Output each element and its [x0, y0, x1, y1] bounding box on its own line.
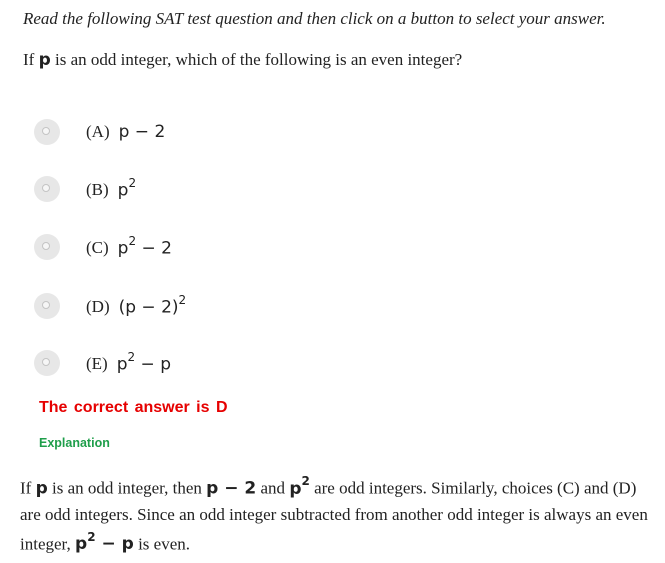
choice-expression	[116, 349, 171, 375]
choice-expression	[117, 233, 172, 259]
expr-base: p	[289, 478, 302, 499]
expr-base: p	[117, 238, 129, 259]
choice-letter: (D)	[86, 297, 110, 317]
choice-expression	[118, 292, 187, 318]
expr-base: p	[75, 534, 88, 555]
explanation-part: is an odd integer, then	[52, 478, 202, 498]
choice-d-label[interactable]	[86, 292, 187, 318]
correct-answer-text: The correct answer is D	[39, 399, 228, 416]
radio-button-e[interactable]	[34, 350, 60, 376]
expr-rest: − 2	[136, 238, 172, 259]
choice-a-label[interactable]	[86, 122, 165, 142]
choice-b[interactable]	[34, 175, 136, 203]
question-variable: p	[38, 50, 51, 70]
expr-rest: − p	[135, 354, 171, 375]
explanation-part: are odd integers. Similarly, choices (C) and (D) are odd integers. Since an odd integer subtracted from another odd integer is always an even integer,	[20, 478, 648, 554]
question-prefix: If	[23, 50, 35, 69]
explanation-part: and	[260, 478, 286, 498]
explanation-math	[289, 474, 310, 499]
expr-rest: − p	[95, 534, 134, 555]
choice-expression	[117, 175, 137, 201]
choice-c[interactable]	[34, 233, 172, 261]
choice-letter: (A)	[86, 122, 110, 141]
choice-expression	[119, 122, 166, 142]
expr-base: p	[118, 122, 130, 142]
choice-d[interactable]	[34, 292, 186, 320]
choice-letter: (E)	[86, 354, 108, 374]
expr-exponent: 2	[127, 349, 136, 364]
expr-exponent: 2	[87, 529, 96, 544]
radio-button-b[interactable]	[34, 176, 60, 202]
question-text	[23, 50, 462, 70]
expr-rest: − 2	[129, 122, 166, 142]
question-suffix: is an odd integer, which of the following is an even integer?	[55, 50, 463, 69]
choice-c-label[interactable]	[86, 233, 172, 259]
explanation-part: is even.	[138, 534, 190, 554]
expr-base: (p − 2)	[118, 297, 179, 318]
explanation-label: Explanation	[39, 436, 110, 450]
instructions-text: Read the following SAT test question and then click on a button to select your answer.	[23, 9, 606, 28]
explanation-text	[20, 471, 660, 557]
expr-exponent: 2	[128, 233, 137, 248]
expr-exponent: 2	[301, 474, 310, 488]
radio-button-c[interactable]	[34, 234, 60, 260]
choice-b-label[interactable]	[86, 175, 137, 201]
expr-base: p	[116, 354, 128, 375]
radio-button-d[interactable]	[34, 293, 60, 319]
choice-e[interactable]	[34, 349, 171, 377]
explanation-math: p	[35, 478, 48, 499]
radio-button-a[interactable]	[34, 119, 60, 145]
expr-exponent: 2	[178, 292, 187, 307]
explanation-math: p − 2	[206, 478, 257, 499]
expr-base: p	[117, 180, 129, 201]
choice-letter: (B)	[86, 180, 109, 200]
expr-exponent: 2	[128, 175, 137, 190]
choice-a[interactable]	[34, 118, 165, 146]
choice-letter: (C)	[86, 238, 109, 258]
choice-e-label[interactable]	[86, 349, 171, 375]
explanation-math	[75, 529, 134, 555]
explanation-part: If	[20, 478, 32, 498]
